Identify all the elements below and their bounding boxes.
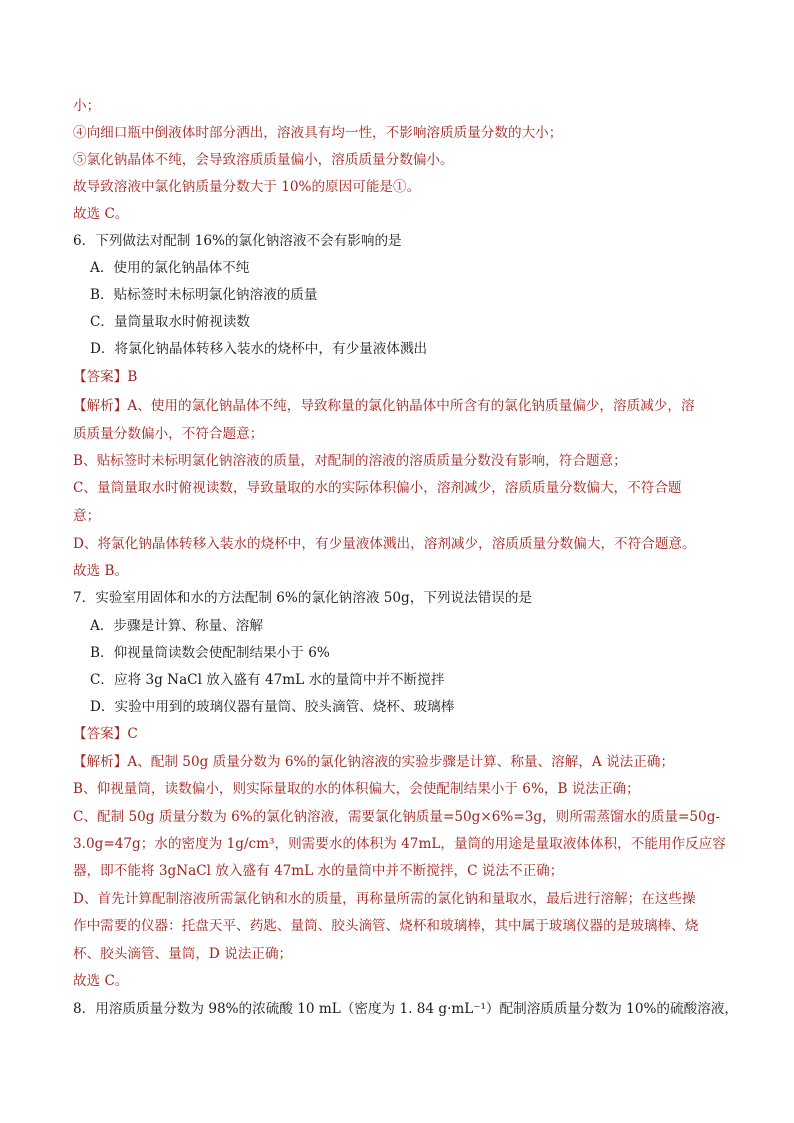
text-line-11: 【答案】B: [73, 369, 138, 385]
text-line-5: 故选 C。: [73, 206, 129, 222]
text-line-16: 意；: [73, 508, 101, 524]
text-line-22: C．应将 3g NaCl 放入盛有 47mL 水的量筒中并不断搅拌: [90, 672, 445, 688]
text-line-25: 【解析】A、配制 50g 质量分数为 6%的氯化钠溶液的实验步骤是计算、称量、溶解，A 说法正确；: [73, 754, 675, 770]
text-line-7: A．使用的氯化钠晶体不纯: [90, 260, 250, 276]
text-line-8: B．贴标签时未标明氯化钠溶液的质量: [90, 287, 318, 303]
text-line-15: C、量筒量取水时俯视读数，导致量取的水的实际体积偏小，溶剂减少，溶质质量分数偏大，不符合题: [73, 480, 682, 496]
text-line-3: ⑤氯化钠晶体不纯，会导致溶质质量偏小，溶质质量分数偏小。: [73, 152, 454, 168]
text-line-28: 3.0g=47g；水的密度为 1g/cm³，则需要水的体积为 47mL，量筒的用途是量取液体体积，不能用作反应容: [73, 836, 726, 852]
text-line-18: 故选 B。: [73, 563, 129, 579]
text-line-24: 【答案】C: [73, 726, 138, 742]
text-line-13: 质质量分数偏小，不符合题意；: [73, 426, 264, 442]
text-line-32: 杯、胶头滴管、量筒，D 说法正确；: [73, 946, 293, 962]
text-line-17: D、将氯化钠晶体转移入装水的烧杯中，有少量液体溅出，溶剂减少，溶质质量分数偏大，不符合题意。: [73, 536, 696, 552]
text-line-10: D．将氯化钠晶体转移入装水的烧杯中，有少量液体溅出: [90, 341, 428, 357]
text-line-29: 器，即不能将 3gNaCl 放入盛有 47mL 水的量筒中并不断搅拌，C 说法不正确；: [73, 863, 564, 879]
text-line-1: 小；: [73, 98, 101, 114]
text-line-6: 6．下列做法对配制 16%的氯化钠溶液不会有影响的是: [73, 233, 402, 249]
text-line-14: B、贴标签时未标明氯化钠溶液的质量，对配制的溶液的溶质质量分数没有影响，符合题意；: [73, 453, 627, 469]
text-line-2: ④向细口瓶中倒液体时部分洒出，溶液具有均一性，不影响溶质质量分数的大小；: [73, 125, 563, 141]
text-line-4: 故导致溶液中氯化钠质量分数大于 10%的原因可能是①。: [73, 179, 421, 195]
text-line-12: 【解析】A、使用的氯化钠晶体不纯，导致称量的氯化钠晶体中所含有的氯化钠质量偏少，溶质减少，溶: [73, 398, 695, 414]
text-line-34: 8．用溶质质量分数为 98%的浓硫酸 10 mL（密度为 1. 84 g·mL⁻¹）配制溶质质量分数为 10%的硫酸溶液，: [73, 1001, 738, 1017]
text-line-33: 故选 C。: [73, 973, 129, 989]
text-line-27: C、配制 50g 质量分数为 6%的氯化钠溶液，需要氯化钠质量=50g×6%=3g，则所需蒸馏水的质量=50g-: [73, 809, 720, 825]
text-line-30: D、首先计算配制溶液所需氯化钠和水的质量，再称量所需的氯化钠和量取水，最后进行溶解；在这些操: [73, 891, 696, 907]
text-line-9: C．量筒量取水时俯视读数: [90, 314, 250, 330]
text-line-19: 7．实验室用固体和水的方法配制 6%的氯化钠溶液 50g，下列说法错误的是: [73, 590, 533, 606]
text-line-26: B、仰视量筒，读数偏小，则实际量取的水的体积偏大，会使配制结果小于 6%，B 说法正确；: [73, 781, 640, 797]
text-line-31: 作中需要的仪器：托盘天平、药匙、量筒、胶头滴管、烧杯和玻璃棒，其中属于玻璃仪器的是玻璃棒、烧: [73, 918, 699, 934]
text-line-23: D．实验中用到的玻璃仪器有量筒、胶头滴管、烧杯、玻璃棒: [90, 699, 455, 715]
text-line-20: A．步骤是计算、称量、溶解: [90, 618, 263, 634]
text-line-21: B．仰视量筒读数会使配制结果小于 6%: [90, 645, 330, 661]
